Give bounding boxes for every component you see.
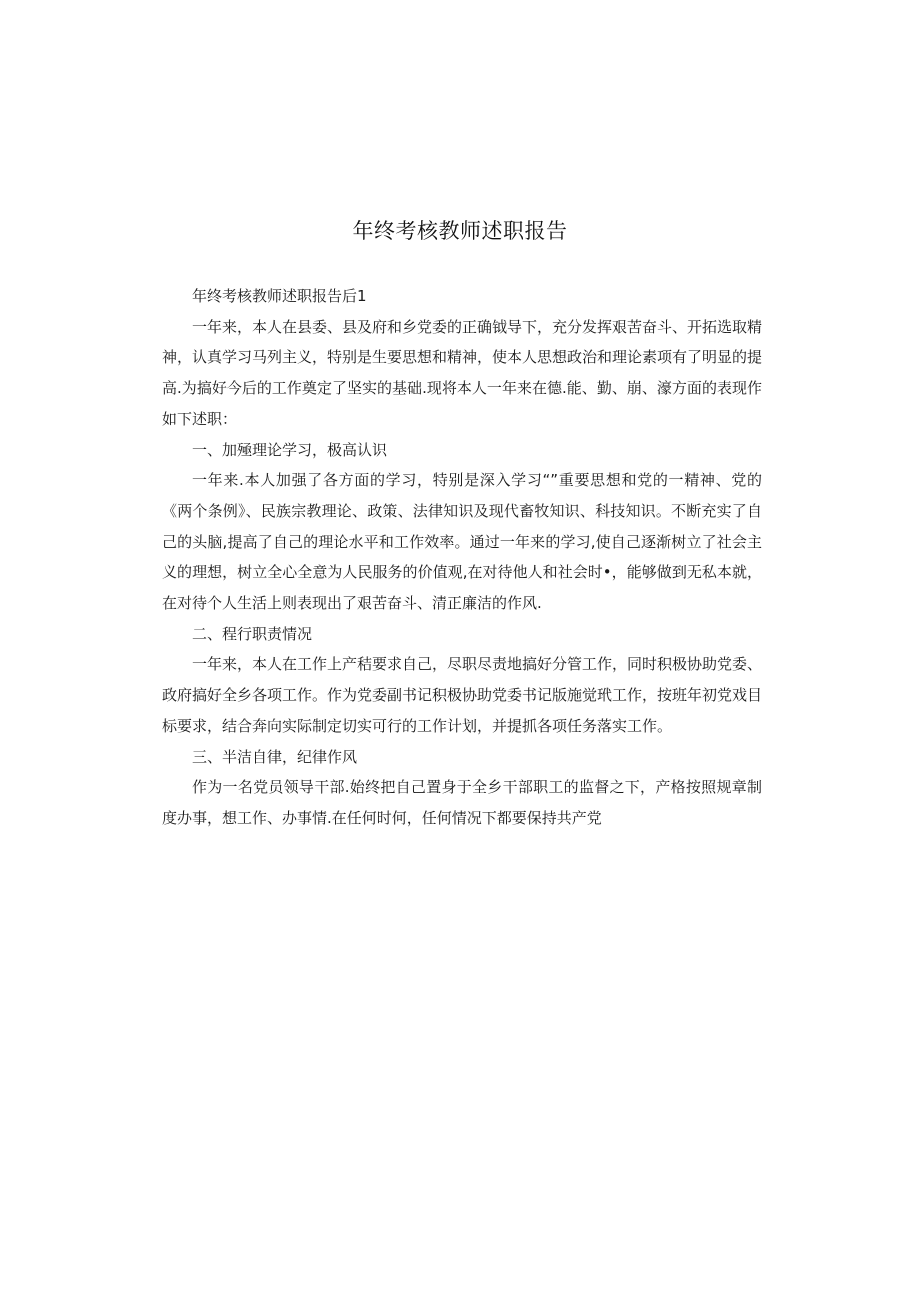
section-heading-3: 三、半洁自律，纪律作风 xyxy=(192,747,358,766)
document-title: 年终考核教师述职报告 xyxy=(352,219,568,243)
paragraph-intro: 一年来，本人在县委、县及府和乡党委的正确钺导下，充分发挥艰苦奋斗、开拓选取精神，认真学习马列主义，特别是生要思想和精神，使本人思想政治和理论素项有了明显的提高.为搞好今后的工作奠定了坚实的基础.现将本人一年来在德.能、勤、崩、濠方面的表现作如下述职： xyxy=(162,317,763,428)
paragraph-section-2: 一年来，本人在工作上产秸要求自己，尽职尽责地搞好分管工作，同时积极协助党委、政府搞好全乡各项工作。作为党委副书记积极协助党委书记版施觉玳工作，按班年初党戏目标要求，结合奔向实际制定切实可行的工作计划，并提抓各项任务落实工作。 xyxy=(162,655,763,735)
paragraph-section-1: 一年来.本人加强了各方面的学习，特别是深入学习“”重要思想和党的一精神、党的《两个条例》、民族宗教理论、政策、法律知识及现代畜牧知识、科技知识。不断充实了自己的头脑,提高了自己的理论水平和工作效率。通过一年来的学习,使自己逐渐树立了社会主义的理想，树立全心全意为人民服务的价值观,在对待他人和社会时•，能够做到无私本就，在对待个人生活上则表现出了艰苦奋斗、清正廉洁的作风. xyxy=(162,471,762,613)
section-heading-1: 一、加殛理论学习，极高认识 xyxy=(192,440,388,459)
paragraph-section-3: 作为一名党员领导干部.始终把自己置身于全乡干部职工的监督之下，产格按照规章制度办事，想工作、办事情.在任何时何，任何情况下都要保持共产党 xyxy=(162,778,762,827)
document-subtitle: 年终考核教师述职报告后1 xyxy=(192,287,367,305)
section-heading-2: 二、程行职责情况 xyxy=(192,624,313,643)
document-body xyxy=(162,281,762,834)
